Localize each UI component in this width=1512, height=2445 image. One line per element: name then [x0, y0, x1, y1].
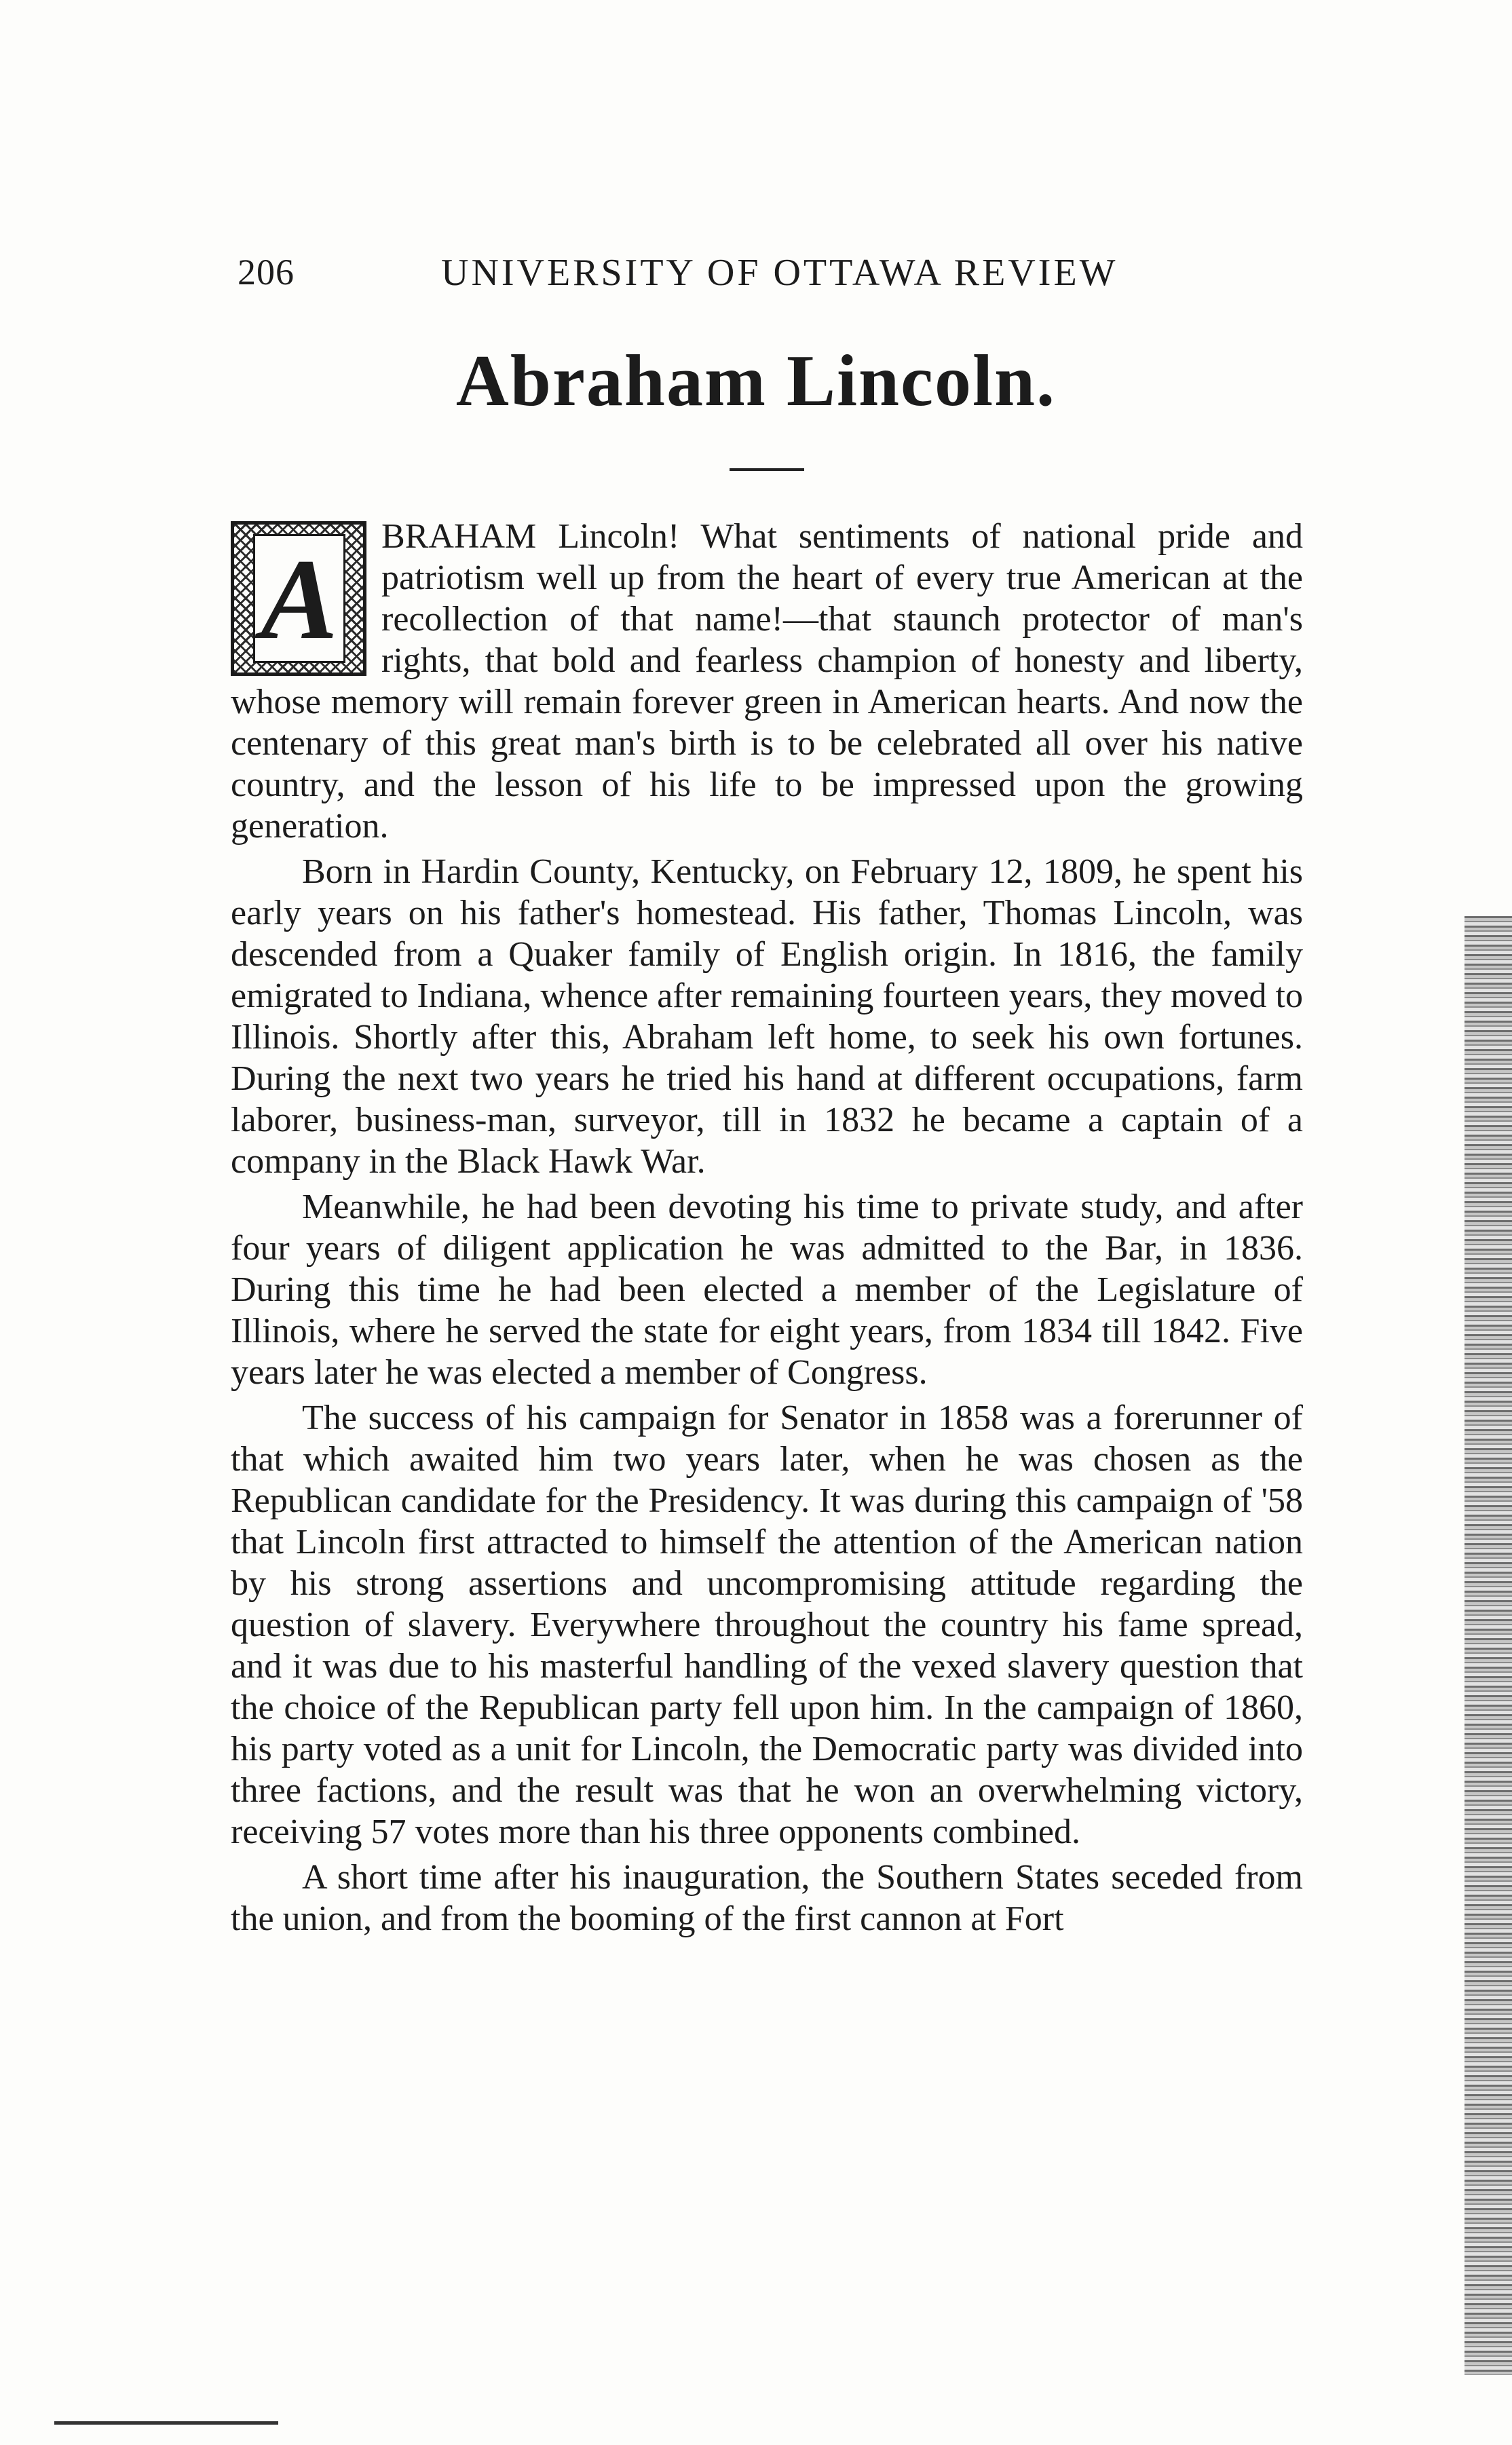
article-body [231, 516, 1303, 1944]
paragraph-2: Born in Hardin County, Kentucky, on February 12, 1809, he spent his early years on his father's homestead. His father, Thomas Lincoln, was descended from a Quaker family of English origin. In 1816, the family emigrated to Indiana, whence after remaining fourteen years, they moved to Illinois. Shortly after this, Abraham left home, to seek his own fortunes. During the next two years he tried his hand at different occupations, farm laborer, business-man, surveyor, till in 1832 he became a captain of a company in the Black Hawk War. [231, 852, 1303, 1181]
scan-bottom-mark [54, 2421, 278, 2425]
paragraph-1 [231, 516, 1303, 847]
paragraph-4: The success of his campaign for Senator in 1858 was a forerunner of that which awaited him two years later, when he was chosen as the Republican candidate for the Presidency. It was during this campaign of '58 that Lincoln first attracted to himself the attention of the American nation by his strong assertions and uncompromising attitude regarding the question of slavery. Everywhere throughout the country his fame spread, and it was due to his masterful handling of the vexed slavery question that the choice of the Republican party fell upon him. In the campaign of 1860, his party voted as a unit for Lincoln, the Democratic party was divided into three factions, and the result was that he won an overwhelming victory, receiving 57 votes more than his three opponents combined. [231, 1399, 1303, 1851]
paragraph-text: BRAHAM Lincoln! What sentiments of national pride and patriotism well up from the heart of every true American at the recollection of that name!—that staunch protector of man's rights, that bold and fearless champion of honesty and liberty, whose memory will remain forever green in American hearts. And now the centenary of this great man's birth is to be celebrated all over his native country, and the lesson of his life to be impressed upon the growing generation. [231, 517, 1303, 846]
journal-title: UNIVERSITY OF OTTAWA REVIEW [441, 252, 1118, 294]
drop-cap-ornament [231, 521, 366, 676]
title-divider [730, 468, 804, 471]
paragraph-5: A short time after his inauguration, the Southern States seceded from the union, and from the booming of the first cannon at Fort [231, 1858, 1303, 1938]
page-number: 206 [238, 252, 295, 292]
paragraph-3: Meanwhile, he had been devoting his time to private study, and after four years of diligent application he was admitted to the Bar, in 1836. During this time he had been elected a member of the Legislature of Illinois, where he served the state for eight years, from 1834 till 1842. Five years later he was elected a member of Congress. [231, 1188, 1303, 1392]
article-title: Abraham Lincoln. [455, 341, 1057, 421]
page-header [238, 244, 1255, 305]
drop-cap-letter: A [253, 534, 345, 663]
scan-edge-artifact [1464, 916, 1512, 2375]
